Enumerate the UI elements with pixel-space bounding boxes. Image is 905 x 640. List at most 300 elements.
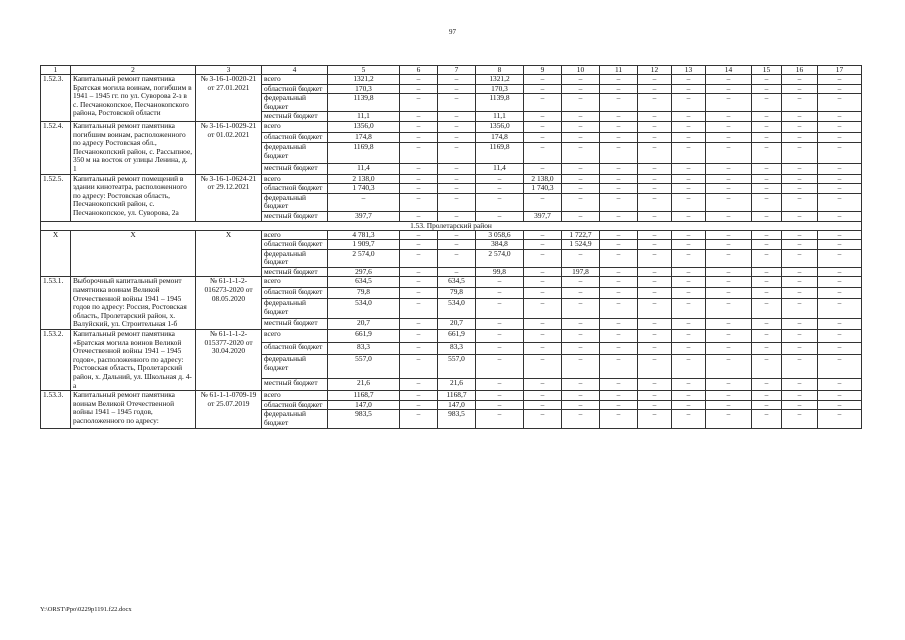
header-cell: 16 (782, 66, 818, 75)
value-cell: – (600, 163, 638, 174)
value-cell: – (672, 112, 706, 122)
value-cell: – (818, 211, 862, 221)
value-cell: – (438, 143, 476, 163)
value-cell: – (562, 298, 600, 318)
value-cell: 1 722,7 (562, 230, 600, 240)
funding-source: местный бюджет (262, 378, 328, 391)
value-cell: – (752, 355, 782, 379)
value-cell: – (818, 193, 862, 211)
header-cell: 13 (672, 66, 706, 75)
value-cell: – (782, 288, 818, 299)
value-cell: – (638, 342, 672, 354)
value-cell: – (600, 211, 638, 221)
value-cell: – (638, 163, 672, 174)
value-cell: 983,5 (438, 410, 476, 428)
value-cell: – (476, 400, 524, 410)
value-cell: – (524, 391, 562, 401)
value-cell: – (672, 193, 706, 211)
item-number: X (41, 230, 71, 277)
value-cell: – (524, 121, 562, 132)
value-cell: – (818, 184, 862, 194)
value-cell: – (400, 410, 438, 428)
value-cell: – (600, 298, 638, 318)
value-cell: – (476, 319, 524, 330)
value-cell: – (782, 174, 818, 184)
value-cell: 397,7 (328, 211, 400, 221)
value-cell: – (524, 342, 562, 354)
value-cell: – (706, 184, 752, 194)
funding-source: местный бюджет (262, 112, 328, 122)
value-cell: – (706, 174, 752, 184)
value-cell: – (706, 378, 752, 391)
value-cell: – (818, 298, 862, 318)
item-name: Капитальный ремонт памятника «Братская могила воинов Великой Отечественной войны 1941 – 1945 годов», расположенного по адресу: Ростовская область, Пролетарский район, х. Дальний, ул. Школьная д. 4-а (71, 330, 196, 391)
value-cell: – (752, 174, 782, 184)
value-cell: – (706, 143, 752, 163)
value-cell: – (400, 277, 438, 288)
value-cell: – (706, 84, 752, 94)
value-cell: – (638, 184, 672, 194)
value-cell: – (600, 143, 638, 163)
value-cell: – (438, 174, 476, 184)
value-cell: – (782, 193, 818, 211)
value-cell: – (782, 330, 818, 342)
value-cell: – (672, 211, 706, 221)
value-cell: – (752, 378, 782, 391)
header-cell: 9 (524, 66, 562, 75)
value-cell: – (524, 132, 562, 143)
value-cell: – (752, 132, 782, 143)
value-cell: – (638, 330, 672, 342)
value-cell: – (638, 298, 672, 318)
value-cell: – (672, 330, 706, 342)
value-cell: – (562, 193, 600, 211)
value-cell: 534,0 (328, 298, 400, 318)
value-cell: 1 524,9 (562, 240, 600, 250)
value-cell: – (328, 193, 400, 211)
value-cell: – (562, 330, 600, 342)
value-cell: – (818, 410, 862, 428)
value-cell: – (600, 174, 638, 184)
value-cell: – (400, 230, 438, 240)
value-cell: – (638, 355, 672, 379)
value-cell: 1139,8 (476, 94, 524, 112)
value-cell: 99,8 (476, 267, 524, 277)
value-cell: – (672, 391, 706, 401)
value-cell: – (400, 298, 438, 318)
value-cell: – (638, 230, 672, 240)
value-cell: – (438, 121, 476, 132)
value-cell: – (400, 132, 438, 143)
value-cell: – (782, 84, 818, 94)
value-cell: – (476, 391, 524, 401)
value-cell: – (438, 184, 476, 194)
value-cell: – (524, 75, 562, 85)
value-cell: – (672, 249, 706, 267)
funding-source: федеральный бюджет (262, 143, 328, 163)
header-cell: 14 (706, 66, 752, 75)
value-cell: 83,3 (328, 342, 400, 354)
value-cell: 634,5 (328, 277, 400, 288)
item-document: № 61-1-1-2-016273-2020 от 08.05.2020 (196, 277, 262, 330)
funding-source: всего (262, 121, 328, 132)
header-cell: 15 (752, 66, 782, 75)
value-cell: – (638, 410, 672, 428)
value-cell: – (476, 330, 524, 342)
value-cell: – (782, 163, 818, 174)
value-cell: – (818, 249, 862, 267)
value-cell: – (476, 355, 524, 379)
value-cell: – (752, 277, 782, 288)
value-cell: – (782, 143, 818, 163)
value-cell: 297,6 (328, 267, 400, 277)
value-cell: 4 781,3 (328, 230, 400, 240)
value-cell: – (400, 121, 438, 132)
funding-source: областной бюджет (262, 342, 328, 354)
header-cell: 4 (262, 66, 328, 75)
value-cell: – (400, 342, 438, 354)
value-cell: – (752, 75, 782, 85)
value-cell: – (706, 319, 752, 330)
value-cell: 147,0 (438, 400, 476, 410)
table-row (41, 75, 862, 85)
value-cell: 11,4 (328, 163, 400, 174)
value-cell: – (438, 240, 476, 250)
value-cell: – (752, 163, 782, 174)
value-cell: – (400, 193, 438, 211)
value-cell: – (782, 342, 818, 354)
value-cell: – (818, 277, 862, 288)
value-cell: – (818, 355, 862, 379)
value-cell: – (706, 355, 752, 379)
value-cell: – (752, 342, 782, 354)
value-cell: – (706, 298, 752, 318)
value-cell: – (672, 288, 706, 299)
value-cell: – (672, 174, 706, 184)
value-cell: – (782, 249, 818, 267)
value-cell: – (752, 267, 782, 277)
value-cell: – (672, 94, 706, 112)
value-cell: – (752, 94, 782, 112)
value-cell: – (706, 163, 752, 174)
item-document: № 61-1-1-0709-19 от 25.07.2019 (196, 391, 262, 428)
value-cell: – (562, 400, 600, 410)
value-cell: – (400, 163, 438, 174)
value-cell: – (524, 298, 562, 318)
value-cell: – (524, 94, 562, 112)
value-cell: – (672, 240, 706, 250)
value-cell: – (600, 121, 638, 132)
value-cell: – (818, 391, 862, 401)
value-cell: – (524, 249, 562, 267)
value-cell: – (782, 240, 818, 250)
value-cell: – (600, 400, 638, 410)
value-cell: – (400, 112, 438, 122)
value-cell: – (706, 75, 752, 85)
value-cell: – (524, 355, 562, 379)
value-cell: 1168,7 (328, 391, 400, 401)
value-cell: – (524, 277, 562, 288)
value-cell: – (782, 391, 818, 401)
value-cell: – (638, 249, 672, 267)
value-cell: – (782, 75, 818, 85)
value-cell: – (638, 174, 672, 184)
table-row (41, 277, 862, 288)
value-cell: – (818, 230, 862, 240)
value-cell: – (706, 277, 752, 288)
value-cell: 1356,0 (328, 121, 400, 132)
value-cell: – (562, 174, 600, 184)
value-cell: – (706, 330, 752, 342)
value-cell: – (706, 249, 752, 267)
value-cell: – (438, 193, 476, 211)
value-cell: 20,7 (328, 319, 400, 330)
funding-source: федеральный бюджет (262, 193, 328, 211)
value-cell: 170,3 (328, 84, 400, 94)
value-cell: – (524, 193, 562, 211)
value-cell: – (600, 184, 638, 194)
value-cell: – (476, 193, 524, 211)
value-cell: – (818, 112, 862, 122)
funding-source: местный бюджет (262, 211, 328, 221)
value-cell: 1 740,3 (524, 184, 562, 194)
header-cell: 10 (562, 66, 600, 75)
value-cell: – (706, 132, 752, 143)
value-cell: – (672, 378, 706, 391)
funding-source: областной бюджет (262, 132, 328, 143)
header-cell: 3 (196, 66, 262, 75)
value-cell: – (672, 319, 706, 330)
value-cell: – (476, 288, 524, 299)
value-cell: – (562, 184, 600, 194)
value-cell: – (400, 94, 438, 112)
value-cell: – (782, 298, 818, 318)
value-cell: – (400, 174, 438, 184)
value-cell: – (562, 288, 600, 299)
item-number: 1.53.2. (41, 330, 71, 391)
value-cell: – (476, 184, 524, 194)
value-cell: – (600, 75, 638, 85)
value-cell: 79,8 (328, 288, 400, 299)
funding-source: областной бюджет (262, 288, 328, 299)
value-cell: 1321,2 (328, 75, 400, 85)
value-cell: – (782, 319, 818, 330)
value-cell: – (476, 378, 524, 391)
value-cell: – (706, 400, 752, 410)
item-number: 1.52.5. (41, 174, 71, 221)
item-name: Выборочный капитальный ремонт памятника воинам Великой Отечественной войны 1941 – 1945 годов по адресу: Россия, Ростовская область, Пролетарский район, х. Валуйский, ул. Строительная 1-б (71, 277, 196, 330)
value-cell: 983,5 (328, 410, 400, 428)
value-cell: – (818, 319, 862, 330)
header-cell: 12 (638, 66, 672, 75)
value-cell: – (672, 163, 706, 174)
value-cell: – (752, 184, 782, 194)
value-cell: – (782, 277, 818, 288)
value-cell: – (638, 211, 672, 221)
value-cell: – (672, 184, 706, 194)
value-cell: – (672, 84, 706, 94)
value-cell: – (400, 143, 438, 163)
value-cell: – (818, 132, 862, 143)
value-cell: – (752, 112, 782, 122)
funding-source: федеральный бюджет (262, 94, 328, 112)
value-cell: – (562, 163, 600, 174)
value-cell: – (638, 193, 672, 211)
value-cell: – (400, 355, 438, 379)
value-cell: – (818, 94, 862, 112)
value-cell: 1321,2 (476, 75, 524, 85)
value-cell: – (752, 84, 782, 94)
value-cell: – (476, 211, 524, 221)
value-cell: – (400, 184, 438, 194)
value-cell: – (476, 298, 524, 318)
value-cell: – (752, 288, 782, 299)
value-cell: – (562, 277, 600, 288)
value-cell: – (672, 355, 706, 379)
value-cell: – (562, 132, 600, 143)
item-document: № 3-16-1-0029-21 от 01.02.2021 (196, 121, 262, 174)
value-cell: – (638, 94, 672, 112)
value-cell: 79,8 (438, 288, 476, 299)
value-cell: – (672, 230, 706, 240)
value-cell: – (672, 143, 706, 163)
value-cell: 11,1 (476, 112, 524, 122)
item-document: № 3-16-1-0020-21 от 27.01.2021 (196, 75, 262, 122)
item-number: 1.53.1. (41, 277, 71, 330)
funding-source: областной бюджет (262, 400, 328, 410)
value-cell: – (706, 193, 752, 211)
value-cell: – (818, 267, 862, 277)
value-cell: – (524, 267, 562, 277)
item-document: X (196, 230, 262, 277)
value-cell: – (782, 378, 818, 391)
value-cell: – (400, 378, 438, 391)
item-name: Капитальный ремонт памятника Братская могила воинам, погибшим в 1941 – 1945 гг. по ул. Суворова 2-з в с. Песчанокопское, Песчанокопского района, Ростовской области (71, 75, 196, 122)
table-row (41, 391, 862, 401)
section-title: 1.53. Пролетарский район (41, 221, 862, 230)
item-name: X (71, 230, 196, 277)
value-cell: 1139,8 (328, 94, 400, 112)
value-cell: – (706, 240, 752, 250)
value-cell: – (752, 391, 782, 401)
file-path-footer: Y:\ORST\Ppo\0229p1191.f22.docx (40, 606, 132, 613)
value-cell: – (562, 143, 600, 163)
value-cell: – (752, 240, 782, 250)
value-cell: – (638, 112, 672, 122)
value-cell: – (818, 330, 862, 342)
value-cell: – (706, 342, 752, 354)
funding-source: всего (262, 277, 328, 288)
item-document: № 3-16-1-0624-21 от 29.12.2021 (196, 174, 262, 221)
value-cell: – (752, 330, 782, 342)
value-cell: – (706, 267, 752, 277)
value-cell: – (400, 400, 438, 410)
value-cell: – (818, 121, 862, 132)
value-cell: – (562, 391, 600, 401)
funding-source: всего (262, 75, 328, 85)
value-cell: – (672, 400, 706, 410)
value-cell: – (672, 121, 706, 132)
value-cell: – (600, 391, 638, 401)
value-cell: – (818, 342, 862, 354)
value-cell: – (706, 121, 752, 132)
value-cell: – (782, 355, 818, 379)
value-cell: – (400, 240, 438, 250)
value-cell: – (438, 84, 476, 94)
value-cell: – (438, 211, 476, 221)
value-cell: 2 138,0 (524, 174, 562, 184)
value-cell: – (476, 342, 524, 354)
value-cell: – (638, 267, 672, 277)
value-cell: – (638, 277, 672, 288)
value-cell: – (752, 400, 782, 410)
funding-source: федеральный бюджет (262, 249, 328, 267)
value-cell: – (600, 94, 638, 112)
value-cell: – (600, 355, 638, 379)
value-cell: 3 058,6 (476, 230, 524, 240)
value-cell: – (400, 319, 438, 330)
value-cell: – (752, 193, 782, 211)
value-cell: – (562, 211, 600, 221)
value-cell: – (782, 132, 818, 143)
value-cell: – (638, 75, 672, 85)
value-cell: 170,3 (476, 84, 524, 94)
table-row (41, 121, 862, 132)
header-cell: 17 (818, 66, 862, 75)
value-cell: – (638, 319, 672, 330)
funding-source: федеральный бюджет (262, 355, 328, 379)
value-cell: – (400, 267, 438, 277)
value-cell: – (562, 94, 600, 112)
funding-source: всего (262, 391, 328, 401)
value-cell: – (752, 410, 782, 428)
value-cell: – (782, 94, 818, 112)
value-cell: – (782, 267, 818, 277)
value-cell: – (752, 249, 782, 267)
value-cell: 20,7 (438, 319, 476, 330)
value-cell: 174,8 (328, 132, 400, 143)
value-cell: – (600, 342, 638, 354)
value-cell: – (782, 112, 818, 122)
value-cell: 534,0 (438, 298, 476, 318)
value-cell: – (638, 288, 672, 299)
table-row (41, 330, 862, 342)
value-cell: 2 138,0 (328, 174, 400, 184)
header-cell: 8 (476, 66, 524, 75)
value-cell: – (600, 378, 638, 391)
value-cell: 1 909,7 (328, 240, 400, 250)
value-cell: 557,0 (328, 355, 400, 379)
header-cell: 7 (438, 66, 476, 75)
value-cell: – (600, 249, 638, 267)
value-cell: – (476, 410, 524, 428)
value-cell: – (818, 143, 862, 163)
value-cell: – (438, 132, 476, 143)
funding-source: всего (262, 330, 328, 342)
section-row (41, 221, 862, 230)
value-cell: – (524, 163, 562, 174)
value-cell: – (400, 391, 438, 401)
value-cell: – (818, 378, 862, 391)
value-cell: – (706, 410, 752, 428)
header-cell: 5 (328, 66, 400, 75)
table-row (41, 230, 862, 240)
value-cell: – (782, 121, 818, 132)
header-cell: 11 (600, 66, 638, 75)
value-cell: – (818, 240, 862, 250)
value-cell: – (818, 288, 862, 299)
value-cell: – (706, 211, 752, 221)
